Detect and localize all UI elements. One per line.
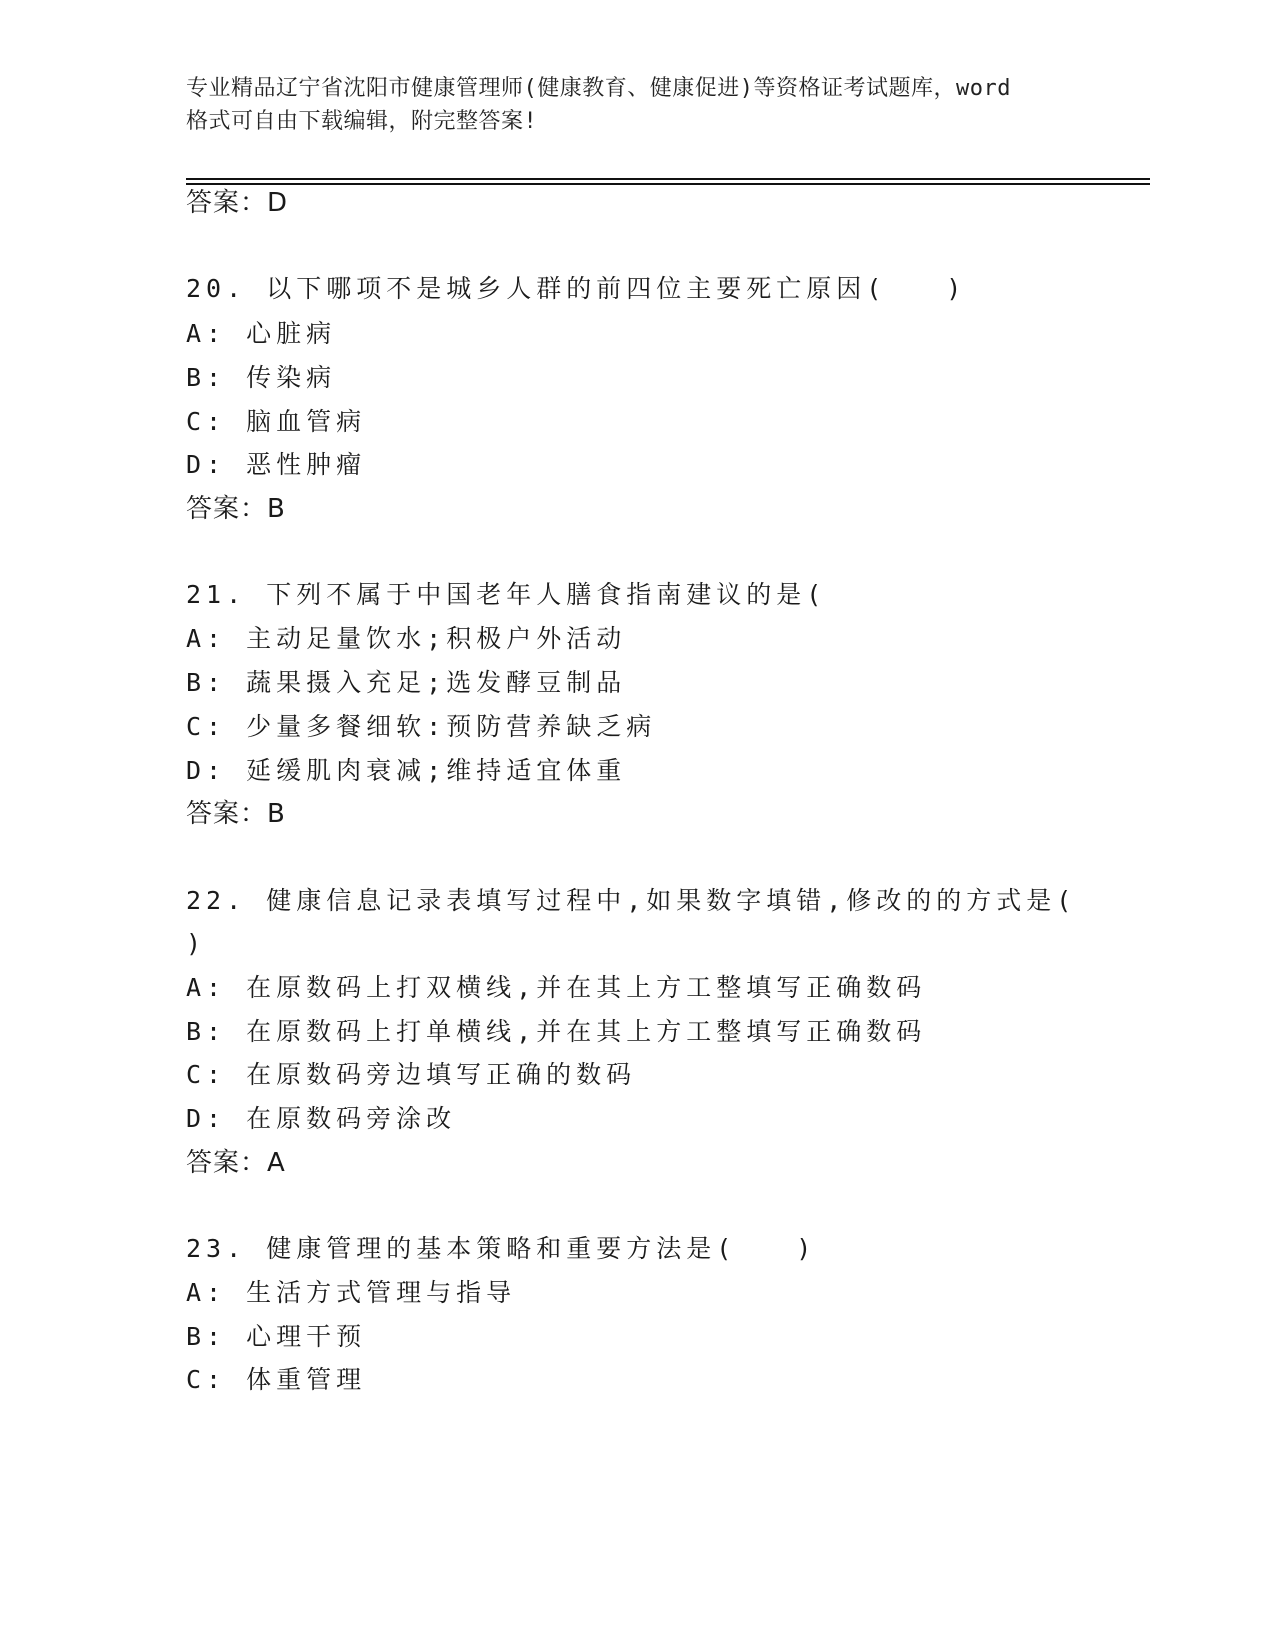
question-21-option-d: D: 延缓肌肉衰减;维持适宜体重: [186, 756, 627, 785]
question-23-option-b: B: 心理干预: [186, 1322, 367, 1351]
header-line-1: 专业精品辽宁省沈阳市健康管理师(健康教育、健康促进)等资格证考试题库，word: [186, 76, 1011, 101]
question-22-stem: 22. 健康信息记录表填写过程中,如果数字填错,修改的的方式是(: [186, 886, 1077, 915]
question-22-stem-continued: ): [186, 929, 207, 958]
question-20-stem: 20. 以下哪项不是城乡人群的前四位主要死亡原因( ): [186, 274, 967, 303]
header-divider-top: [186, 178, 1150, 180]
question-20-option-b: B: 传染病: [186, 363, 337, 392]
question-21-stem: 21. 下列不属于中国老年人膳食指南建议的是(: [186, 580, 827, 609]
header-line-2: 格式可自由下载编辑，附完整答案!: [186, 109, 538, 134]
question-21-option-a: A: 主动足量饮水;积极户外活动: [186, 624, 627, 653]
question-23-option-a: A: 生活方式管理与指导: [186, 1278, 517, 1307]
question-20-option-a: A: 心脏病: [186, 319, 337, 348]
question-22-option-a: A: 在原数码上打双横线,并在其上方工整填写正确数码: [186, 973, 927, 1002]
question-23-stem: 23. 健康管理的基本策略和重要方法是( ): [186, 1234, 817, 1263]
answer-22: 答案：A: [186, 1148, 286, 1178]
question-20-option-d: D: 恶性肿瘤: [186, 450, 367, 479]
question-21-option-b: B: 蔬果摄入充足;选发酵豆制品: [186, 668, 627, 697]
answer-21: 答案：B: [186, 799, 286, 829]
question-23-option-c: C: 体重管理: [186, 1365, 367, 1394]
header-divider-bottom: [186, 183, 1150, 185]
answer-20: 答案：B: [186, 494, 286, 524]
question-22-option-b: B: 在原数码上打单横线,并在其上方工整填写正确数码: [186, 1017, 927, 1046]
question-21-option-c: C: 少量多餐细软:预防营养缺乏病: [186, 712, 657, 741]
answer-19: 答案：D: [186, 188, 289, 218]
question-22-option-d: D: 在原数码旁涂改: [186, 1104, 457, 1133]
question-22-option-c: C: 在原数码旁边填写正确的数码: [186, 1060, 637, 1089]
document-header: [186, 72, 1086, 138]
question-20-option-c: C: 脑血管病: [186, 407, 367, 436]
